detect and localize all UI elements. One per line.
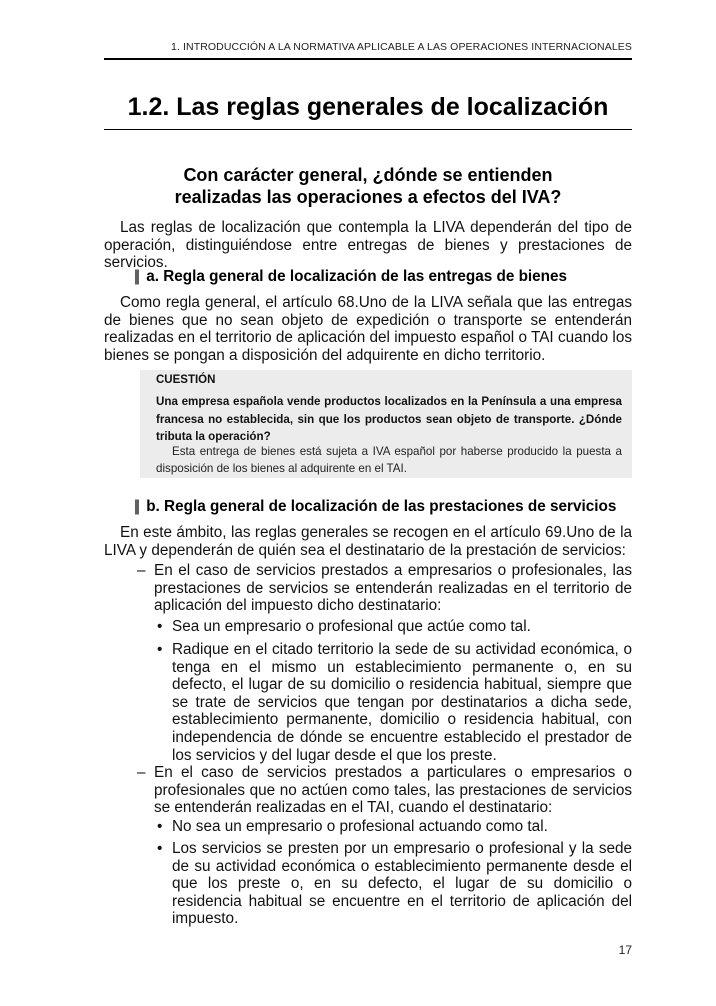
subsection-a-heading [104, 268, 567, 286]
intro-paragraph: Las reglas de localización que contempla la LIVA dependerán del tipo de operación, distinguiéndose entre entregas de bienes y prestaciones de servicios. [104, 219, 632, 272]
bullet-item: Sea un empresario o profesional que actúe como tal. [172, 618, 531, 635]
cuestion-label: CUESTIÓN [156, 374, 216, 386]
subsection-b-title: b. Regla general de localización de las prestaciones de servicios [146, 498, 617, 515]
dash-mark: – [137, 562, 146, 579]
subsection-a-title: a. Regla general de localización de las entregas de bienes [146, 268, 568, 285]
cuestion-question: Una empresa española vende productos localizados en la Península a una empresa francesa no establecida, sin que los productos sean objeto de transporte. ¿Dónde tributa la operación? [156, 395, 622, 443]
dash-mark: – [137, 764, 146, 781]
bullet-item: Los servicios se presten por un empresario o profesional y la sede de su actividad económica o establecimiento permanente desde el que los preste o, en su defecto, el lugar de su domicilio o residencia habitual se encuentre en el territorio de aplicación del impuesto. [172, 840, 632, 928]
title-rule [104, 129, 632, 130]
question-heading-line-1: Con carácter general, ¿dónde se entienden [183, 165, 553, 185]
page-number: 17 [618, 943, 632, 957]
bullet-item: No sea un empresario o profesional actuando como tal. [172, 818, 548, 835]
bullet-mark: • [157, 818, 163, 835]
dash-item: En el caso de servicios prestados a particulares o empresarios o profesionales que no actúen como tales, las prestaciones de servicios se entenderán realizadas en el TAI, cuando el destinatario: [154, 764, 632, 817]
cuestion-box [140, 370, 632, 478]
question-heading-line-2: realizadas las operaciones a efectos del IVA? [174, 187, 562, 207]
bullet-mark: • [157, 641, 163, 658]
section-title: 1.2. Las reglas generales de localización [127, 93, 609, 121]
bullet-mark: • [157, 840, 163, 857]
dash-item: En el caso de servicios prestados a empresarios o profesionales, las prestaciones de servicios se entenderán realizadas en el territorio de aplicación del impuesto dicho destinatario: [154, 562, 632, 615]
bullet-item: Radique en el citado territorio la sede de su actividad económica, o tenga en el mismo un establecimiento permanente o, en su defecto, el lugar de su domicilio o residencia habitual, siempre que se trate de servicios que tengan por destinatarios a dicha sede, establecimiento permanente, domicilio o residencia habitual, con independencia de dónde se encuentre establecido el prestador de los servicios y del lugar desde el que los preste. [172, 641, 632, 764]
subsection-a-bars: || [134, 268, 138, 285]
header-rule [104, 58, 632, 60]
subsection-b-paragraph: En este ámbito, las reglas generales se recogen en el artículo 69.Uno de la LIVA y dependerán de quién sea el destinatario de la prestación de servicios: [104, 524, 632, 559]
question-heading [104, 164, 632, 208]
running-header: 1. INTRODUCCIÓN A LA NORMATIVA APLICABLE A LAS OPERACIONES INTERNACIONALES [171, 41, 632, 53]
bullet-mark: • [157, 618, 163, 635]
subsection-b-heading [104, 498, 616, 516]
subsection-b-bars: || [134, 498, 138, 515]
cuestion-answer: Esta entrega de bienes está sujeta a IVA español por haberse producido la puesta a disposición de los bienes al adquirente en el TAI. [156, 445, 622, 475]
subsection-a-paragraph: Como regla general, el artículo 68.Uno de la LIVA señala que las entregas de bienes que no sean objeto de expedición o transporte se entenderán realizadas en el territorio de aplicación del impuesto español o TAI cuando los bienes se pongan a disposición del adquirente en dicho territorio. [104, 294, 632, 364]
